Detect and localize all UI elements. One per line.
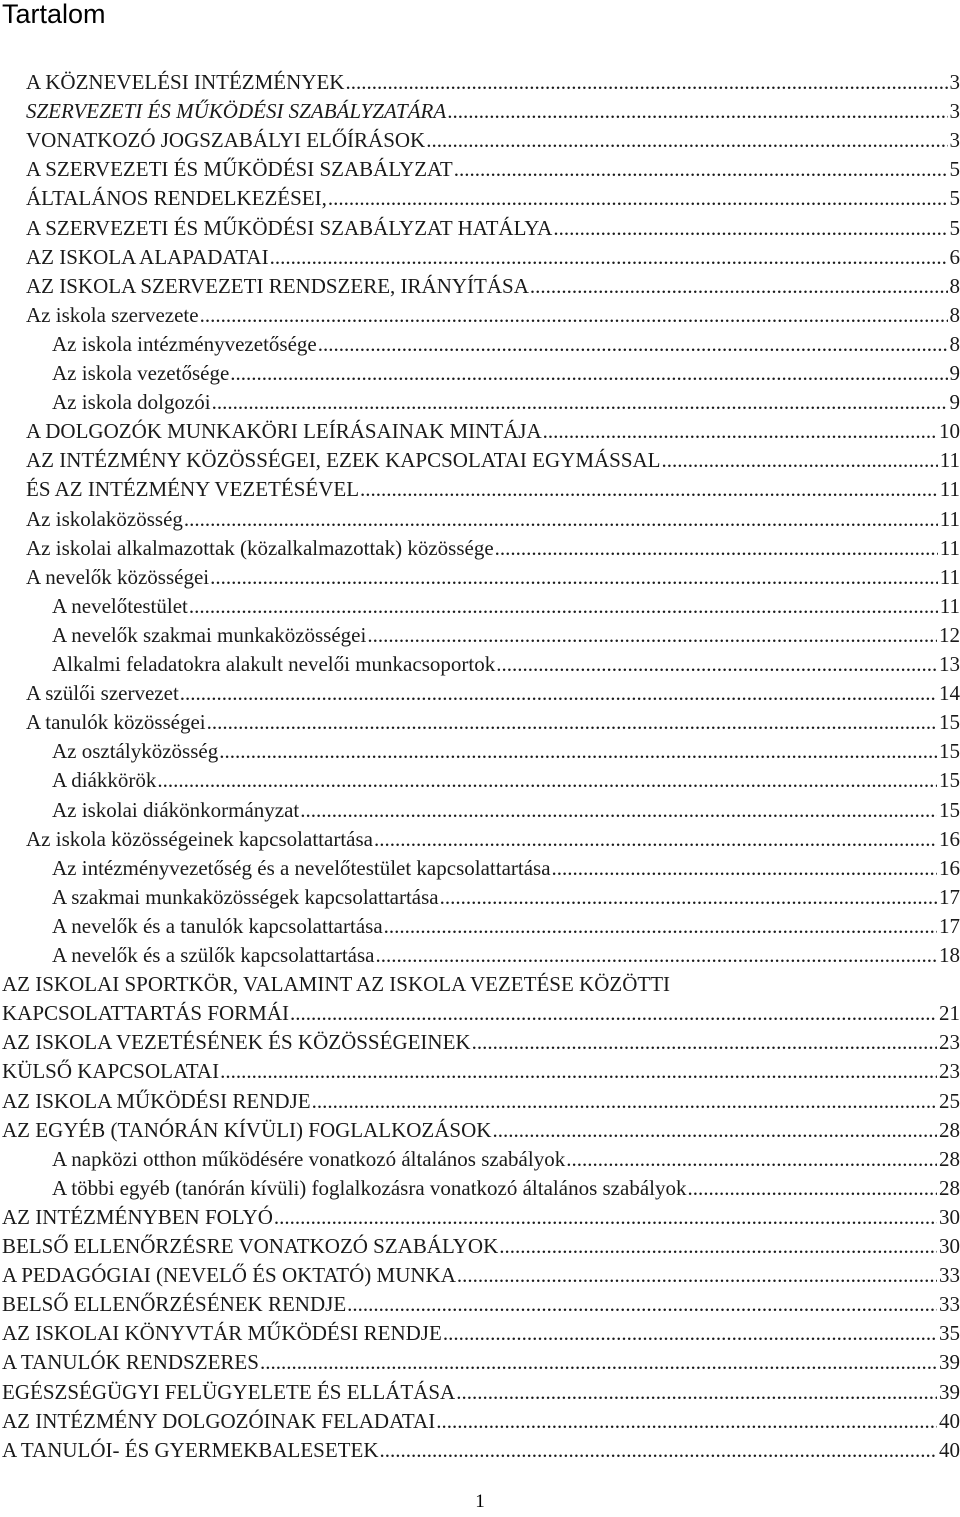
toc-entry[interactable] xyxy=(26,825,960,854)
toc-entry[interactable] xyxy=(26,446,960,475)
toc-dot-leader xyxy=(553,214,947,243)
toc-dot-leader xyxy=(447,97,947,126)
toc-entry-label: A nevelők közösségei xyxy=(26,564,210,589)
toc-entry-page: 14 xyxy=(939,681,960,706)
toc-entry[interactable] xyxy=(52,796,960,825)
toc-entry-page: 30 xyxy=(939,1204,960,1229)
toc-entry-label: Az iskola vezetősége xyxy=(52,361,230,385)
toc-entry[interactable] xyxy=(26,301,960,330)
toc-entry-label: AZ ISKOLA SZERVEZETI RENDSZERE, IRÁNYÍTÁSA xyxy=(26,273,529,298)
toc-entry-label: Az osztályközösség xyxy=(52,739,219,764)
toc-entry-label: AZ ISKOLA ALAPADATAI xyxy=(26,244,269,269)
toc-entry[interactable] xyxy=(52,941,960,970)
toc-entry-label: A SZERVEZETI ÉS MŰKÖDÉSI SZABÁLYZAT xyxy=(26,157,453,182)
toc-entry-page: 25 xyxy=(939,1088,960,1113)
toc-entry-label: AZ INTÉZMÉNYBEN FOLYÓ xyxy=(2,1204,273,1229)
toc-dot-leader xyxy=(312,1087,937,1116)
toc-entry[interactable] xyxy=(26,563,960,592)
toc-dot-leader xyxy=(270,243,948,272)
toc-entry[interactable] xyxy=(26,97,960,126)
toc-entry-page: 35 xyxy=(939,1321,960,1346)
toc-entry-page: 16 xyxy=(939,826,960,851)
toc-entry[interactable] xyxy=(52,766,960,795)
toc-dot-leader xyxy=(543,417,937,446)
toc-entry[interactable] xyxy=(2,1378,960,1407)
toc-entry-label: KAPCSOLATTARTÁS FORMÁI xyxy=(2,1001,290,1026)
toc-entry-label: Az iskolai alkalmazottak (közalkalmazottak) közössége xyxy=(26,535,494,560)
toc-entry-page: 15 xyxy=(939,768,960,793)
toc-entry-label: A TANULÓK RENDSZERES xyxy=(2,1350,259,1375)
toc-entry[interactable] xyxy=(52,883,960,912)
toc-entry-page: 11 xyxy=(939,564,960,589)
toc-dot-leader xyxy=(184,505,938,534)
toc-dot-leader xyxy=(440,883,937,912)
toc-dot-leader xyxy=(230,359,947,388)
toc-entry-label: A többi egyéb (tanórán kívüli) foglalkozásra vonatkozó általános szabályok xyxy=(52,1175,687,1200)
toc-entry-page: 11 xyxy=(939,535,960,560)
toc-entry-page: 39 xyxy=(939,1350,960,1375)
toc-entry[interactable] xyxy=(2,1290,960,1319)
toc-dot-leader xyxy=(495,534,938,563)
toc-entry-page: 3 xyxy=(949,99,960,124)
toc-entry-label: Az intézményvezetőség és a nevelőtestület kapcsolattartása xyxy=(52,855,551,880)
toc-entry-page: 23 xyxy=(939,1030,960,1055)
toc-entry-label: A diákkörök xyxy=(52,768,157,793)
toc-entry-label: AZ INTÉZMÉNY DOLGOZÓINAK FELADATAI xyxy=(2,1408,436,1433)
toc-entry[interactable] xyxy=(26,155,960,184)
toc-entry-label: A nevelők és a szülők kapcsolattartása xyxy=(52,943,375,967)
toc-entry-page: 15 xyxy=(939,710,960,735)
toc-entry-label: ÉS AZ INTÉZMÉNY VEZETÉSÉVEL xyxy=(26,477,360,502)
toc-entry[interactable] xyxy=(26,272,960,301)
toc-entry[interactable] xyxy=(2,970,960,999)
toc-entry-page: 8 xyxy=(949,331,960,356)
toc-entry-page: 9 xyxy=(949,390,960,415)
toc-entry[interactable] xyxy=(2,1028,960,1057)
toc-dot-leader xyxy=(290,999,937,1028)
toc-entry[interactable] xyxy=(2,1203,960,1232)
toc-dot-leader xyxy=(347,1290,937,1319)
toc-entry-page: 11 xyxy=(939,448,960,473)
toc-entry-page: 11 xyxy=(939,506,960,531)
toc-dot-leader xyxy=(472,1028,937,1057)
toc-entry[interactable] xyxy=(2,999,960,1028)
toc-dot-leader xyxy=(566,1145,937,1174)
toc-entry-label: AZ ISKOLA VEZETÉSÉNEK ÉS KÖZÖSSÉGEINEK xyxy=(2,1030,471,1055)
toc-dot-leader xyxy=(384,912,937,941)
toc-entry-page: 23 xyxy=(939,1059,960,1084)
toc-dot-leader xyxy=(374,825,937,854)
toc-dot-leader xyxy=(157,766,937,795)
toc-dot-leader xyxy=(318,330,948,359)
toc-entry[interactable] xyxy=(2,1057,960,1086)
toc-entry-label: ÁLTALÁNOS RENDELKEZÉSEI, xyxy=(26,186,327,211)
toc-entry-page: 13 xyxy=(939,652,960,676)
toc-entry[interactable] xyxy=(26,243,960,272)
toc-entry[interactable] xyxy=(2,1319,960,1348)
toc-dot-leader xyxy=(360,475,938,504)
toc-dot-leader xyxy=(345,68,947,97)
toc-dot-leader xyxy=(375,941,937,970)
toc-dot-leader xyxy=(212,388,948,417)
toc-entry-label: AZ ISKOLAI KÖNYVTÁR MŰKÖDÉSI RENDJE xyxy=(2,1321,442,1346)
toc-entry-page: 8 xyxy=(949,273,960,298)
toc-entry-label: A napközi otthon működésére vonatkozó általános szabályok xyxy=(52,1146,566,1171)
toc-dot-leader xyxy=(380,1436,938,1465)
toc-entry-label: A szülői szervezet xyxy=(26,681,179,706)
toc-dot-leader xyxy=(499,1232,937,1261)
toc-entry[interactable] xyxy=(26,214,960,243)
toc-entry-label: KÜLSŐ KAPCSOLATAI xyxy=(2,1059,220,1084)
toc-entry-label: AZ ISKOLAI SPORTKÖR, VALAMINT AZ ISKOLA VEZETÉSE KÖZÖTTI xyxy=(2,972,671,997)
toc-entry-label: Az iskola dolgozói xyxy=(52,390,211,415)
toc-entry-label: AZ EGYÉB (TANÓRÁN KÍVÜLI) FOGLALKOZÁSOK xyxy=(2,1117,492,1142)
page-title: Tartalom xyxy=(2,0,106,29)
toc-dot-leader xyxy=(492,1116,937,1145)
toc-entry[interactable] xyxy=(26,126,960,155)
toc-entry-page: 21 xyxy=(939,1001,960,1026)
toc-dot-leader xyxy=(456,1378,937,1407)
toc-entry[interactable] xyxy=(52,621,960,650)
toc-dot-leader xyxy=(260,1348,937,1377)
toc-entry-label: Az iskola szervezete xyxy=(26,302,199,327)
toc-dot-leader xyxy=(274,1203,937,1232)
toc-entry-label: Az iskola intézményvezetősége xyxy=(52,331,317,356)
toc-entry-page: 10 xyxy=(939,419,960,444)
toc-entry-page: 12 xyxy=(939,622,960,647)
toc-entry-label: BELSŐ ELLENŐRZÉSÉNEK RENDJE xyxy=(2,1292,347,1317)
toc-entry-label: A nevelők szakmai munkaközösségei xyxy=(52,622,367,647)
toc-entry-page: 6 xyxy=(949,244,960,269)
toc-entry-label: A KÖZNEVELÉSI INTÉZMÉNYEK xyxy=(26,70,345,94)
toc-dot-leader xyxy=(219,737,937,766)
toc-entry-page: 5 xyxy=(949,215,960,240)
toc-entry-page: 33 xyxy=(939,1263,960,1288)
toc-entry-label: Alkalmi feladatokra alakult nevelői munkacsoportok xyxy=(52,652,496,676)
toc-entry-page: 3 xyxy=(949,70,960,94)
toc-entry[interactable] xyxy=(2,1087,960,1116)
toc-entry[interactable] xyxy=(52,912,960,941)
toc-entry-page: 15 xyxy=(939,739,960,764)
toc-entry[interactable] xyxy=(2,1436,960,1465)
toc-entry-page: 8 xyxy=(949,302,960,327)
toc-entry-page: 28 xyxy=(939,1175,960,1200)
toc-entry[interactable] xyxy=(52,1145,960,1174)
toc-entry[interactable] xyxy=(26,534,960,563)
toc-dot-leader xyxy=(530,272,948,301)
toc-entry-page: 3 xyxy=(949,128,960,153)
toc-entry[interactable] xyxy=(26,68,960,97)
toc-entry[interactable] xyxy=(2,1407,960,1436)
toc-entry-label: A tanulók közösségei xyxy=(26,710,206,735)
toc-dot-leader xyxy=(496,650,937,679)
toc-entry-page: 5 xyxy=(949,186,960,211)
toc-dot-leader xyxy=(454,155,948,184)
toc-entry[interactable] xyxy=(26,184,960,213)
toc-dot-leader xyxy=(207,708,937,737)
toc-dot-leader xyxy=(300,796,937,825)
toc-entry[interactable] xyxy=(52,592,960,621)
toc-entry[interactable] xyxy=(26,679,960,708)
toc-dot-leader xyxy=(367,621,937,650)
toc-dot-leader xyxy=(426,126,947,155)
toc-entry[interactable] xyxy=(26,475,960,504)
toc-entry-page: 30 xyxy=(939,1234,960,1258)
toc-dot-leader xyxy=(662,446,938,475)
toc-dot-leader xyxy=(180,679,937,708)
toc-entry-page: 17 xyxy=(939,913,960,938)
toc-dot-leader xyxy=(552,854,937,883)
toc-entry-page: 28 xyxy=(939,1146,960,1171)
toc-dot-leader xyxy=(457,1261,937,1290)
toc-dot-leader xyxy=(210,563,938,592)
toc-entry-label: A szakmai munkaközösségek kapcsolattartása xyxy=(52,884,439,909)
toc-entry-page: 11 xyxy=(939,593,960,618)
toc-entry[interactable] xyxy=(52,330,960,359)
toc-entry[interactable] xyxy=(26,417,960,446)
toc-entry-page: 28 xyxy=(939,1117,960,1142)
toc-entry-label: A DOLGOZÓK MUNKAKÖRI LEÍRÁSAINAK MINTÁJA xyxy=(26,419,542,444)
toc-entry[interactable] xyxy=(2,1261,960,1290)
toc-entry-label: AZ ISKOLA MŰKÖDÉSI RENDJE xyxy=(2,1088,311,1113)
toc-entry-label: A PEDAGÓGIAI (NEVELŐ ÉS OKTATÓ) MUNKA xyxy=(2,1263,456,1288)
toc-dot-leader xyxy=(328,184,948,213)
toc-entry-label: AZ INTÉZMÉNY KÖZÖSSÉGEI, EZEK KAPCSOLATAI EGYMÁSSAL xyxy=(26,448,661,473)
toc-entry-label: EGÉSZSÉGÜGYI FELÜGYELETE ÉS ELLÁTÁSA xyxy=(2,1379,456,1404)
toc-entry[interactable] xyxy=(2,1232,960,1261)
page-number: 1 xyxy=(475,1491,485,1512)
toc-dot-leader xyxy=(200,301,948,330)
toc-dot-leader xyxy=(189,592,938,621)
toc-entry[interactable] xyxy=(52,1174,960,1203)
toc-entry-page: 11 xyxy=(939,477,960,502)
toc-entry-page: 17 xyxy=(939,884,960,909)
toc-dot-leader xyxy=(443,1319,937,1348)
toc-entry-page: 16 xyxy=(939,855,960,880)
toc-entry-label: A nevelők és a tanulók kapcsolattartása xyxy=(52,913,383,938)
toc-entry[interactable] xyxy=(52,854,960,883)
toc-entry-page: 15 xyxy=(939,797,960,822)
toc-entry-page: 33 xyxy=(939,1292,960,1317)
toc-entry-page: 40 xyxy=(939,1408,960,1433)
toc-dot-leader xyxy=(220,1057,937,1086)
toc-entry-page: 18 xyxy=(939,943,960,967)
toc-entry[interactable] xyxy=(2,1348,960,1377)
toc-entry-label: VONATKOZÓ JOGSZABÁLYI ELŐÍRÁSOK xyxy=(26,128,426,153)
toc-entry[interactable] xyxy=(26,708,960,737)
toc-entry-label: A SZERVEZETI ÉS MŰKÖDÉSI SZABÁLYZAT HATÁLYA xyxy=(26,215,553,240)
toc-entry-page: 40 xyxy=(939,1437,960,1462)
toc-entry-label: Az iskola közösségeinek kapcsolattartása xyxy=(26,826,373,851)
toc-dot-leader xyxy=(436,1407,937,1436)
toc-entry[interactable] xyxy=(52,388,960,417)
toc-entry[interactable] xyxy=(2,1116,960,1145)
toc-entry-page: 9 xyxy=(949,361,960,385)
toc-entry-label: A nevelőtestület xyxy=(52,593,188,618)
toc-entry-page: 5 xyxy=(949,157,960,182)
toc-entry-page: 39 xyxy=(939,1379,960,1404)
toc-dot-leader xyxy=(687,1174,937,1203)
toc-entry-label: Az iskolaközösség xyxy=(26,506,183,531)
toc-entry-label: Az iskolai diákönkormányzat xyxy=(52,797,300,822)
toc-entry[interactable] xyxy=(26,505,960,534)
toc-entry[interactable] xyxy=(52,737,960,766)
toc-entry-label: SZERVEZETI ÉS MŰKÖDÉSI SZABÁLYZATÁRA xyxy=(26,99,447,124)
toc-entry-label: A TANULÓI- ÉS GYERMEKBALESETEK xyxy=(2,1437,379,1462)
toc-entry-label: BELSŐ ELLENŐRZÉSRE VONATKOZÓ SZABÁLYOK xyxy=(2,1234,499,1258)
toc-entry[interactable] xyxy=(52,359,960,388)
toc-entry[interactable] xyxy=(52,650,960,679)
